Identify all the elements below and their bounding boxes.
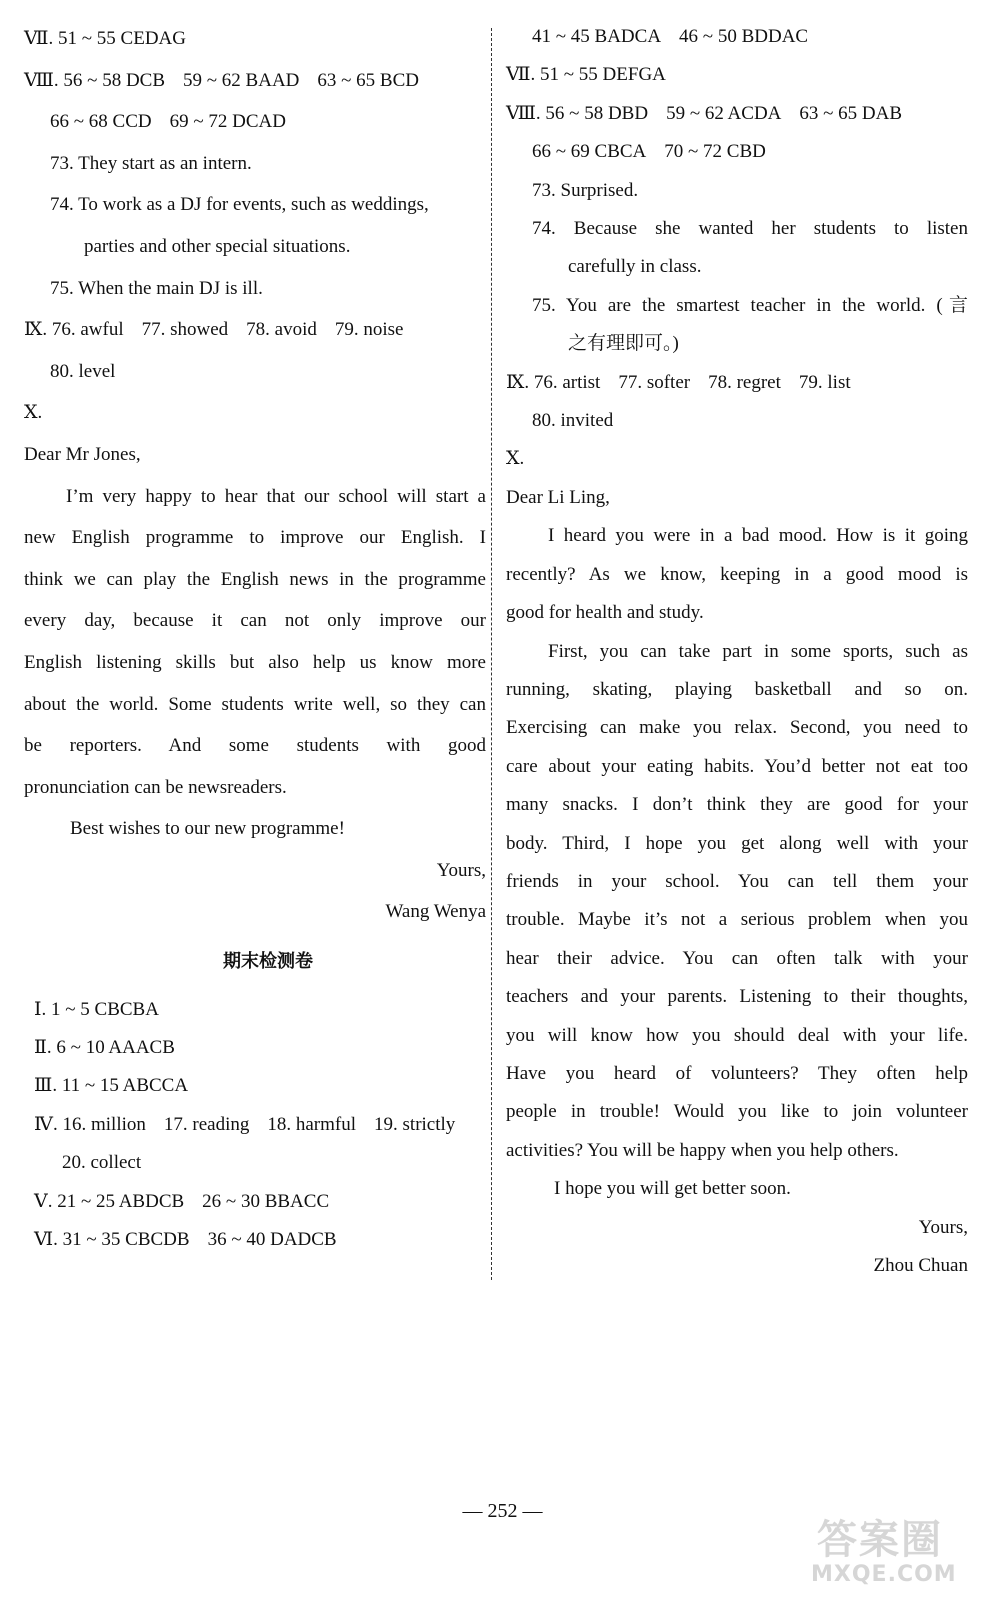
section-x-label: Ⅹ. <box>24 402 43 424</box>
letter-paragraph <box>24 476 486 809</box>
answer-line-ii: Ⅱ. 6 ~ 10 AAACB <box>34 1037 175 1059</box>
watermark-site: MXQE.COM <box>811 1562 957 1587</box>
letter-line: activities? You will be happy when you help others. <box>506 1139 899 1161</box>
answer-75: 75. When the main DJ is ill. <box>50 277 263 299</box>
answer-80: 80. level <box>50 360 116 382</box>
letter-line: good for health and study. <box>506 602 704 624</box>
letter-final-wish: I hope you will get better soon. <box>554 1178 791 1200</box>
answer-line-viii: Ⅷ. 56 ~ 58 DBD 59 ~ 62 ACDA 63 ~ 65 DAB <box>506 102 903 124</box>
answer-74: 74. To work as a DJ for events, such as weddings, <box>50 194 429 216</box>
letter-line: teachers and your parents. Listening to their thoughts, <box>506 986 968 1008</box>
letter-line: I’m very happy to hear that our school will start a <box>66 485 486 507</box>
answer-line-iii: Ⅲ. 11 ~ 15 ABCCA <box>34 1075 189 1097</box>
answer-line-ix: Ⅸ. 76. awful 77. showed 78. avoid 79. noise <box>24 319 404 341</box>
answer-line-vi: Ⅵ. 31 ~ 35 CBCDB 36 ~ 40 DADCB <box>34 1229 337 1251</box>
letter-line: care about your eating habits. You’d better not eat too <box>506 755 968 777</box>
answer-73: 73. Surprised. <box>532 179 639 201</box>
letter-line: about the world. Some students write well, so they can <box>24 693 486 715</box>
answer-line-iv: Ⅳ. 16. million 17. reading 18. harmful 19. strictly <box>34 1113 456 1135</box>
answer-line-viii: Ⅷ. 56 ~ 58 DCB 59 ~ 62 BAAD 63 ~ 65 BCD <box>24 69 420 91</box>
answer-80: 80. invited <box>532 410 614 432</box>
letter-line: be reporters. And some students with good <box>24 735 486 757</box>
column-divider <box>491 28 492 1280</box>
answer-line-ix: Ⅸ. 76. artist 77. softer 78. regret 79. list <box>506 371 851 393</box>
answer-line-viii-cont: 66 ~ 69 CBCA 70 ~ 72 CBD <box>532 141 766 163</box>
letter-line: Exercising can make you relax. Second, you need to <box>506 717 968 739</box>
answer-74-cont: carefully in class. <box>568 256 702 278</box>
left-column <box>24 18 486 1260</box>
watermark-logo <box>805 1508 975 1592</box>
letter-line: every day, because it can not only improve our <box>24 610 486 632</box>
letter-line: Have you heard of volunteers? They often help <box>506 1062 968 1084</box>
letter-line: hear their advice. You can often talk with your <box>506 947 968 969</box>
letter-closing: Yours, <box>436 859 486 881</box>
answer-line-i: Ⅰ. 1 ~ 5 CBCBA <box>34 998 159 1020</box>
letter-line: body. Third, I hope you get along well with your <box>506 832 968 854</box>
answer-73: 73. They start as an intern. <box>50 152 252 174</box>
letter-line: friends in your school. You can tell them your <box>506 870 968 892</box>
answer-20: 20. collect <box>62 1152 142 1174</box>
watermark-logo-text: 答案圈 <box>817 1517 943 1563</box>
answer-75-cont: 之有理即可。) <box>568 333 679 355</box>
answer-line-vii: Ⅶ. 51 ~ 55 DEFGA <box>506 64 666 86</box>
answer-74-cont: parties and other special situations. <box>84 235 351 257</box>
answer-line-41-50: 41 ~ 45 BADCA 46 ~ 50 BDDAC <box>532 26 809 47</box>
letter-paragraph <box>506 517 968 632</box>
page-number: — 252 — <box>462 1500 543 1522</box>
right-column <box>506 18 968 1285</box>
letter-line: First, you can take part in some sports, such as <box>548 640 968 662</box>
letter-line: running, skating, playing basketball and so on. <box>506 678 968 700</box>
letter-signature: Wang Wenya <box>385 901 486 923</box>
final-exam-title: 期末检测卷 <box>223 951 313 973</box>
letter-wishes: Best wishes to our new programme! <box>70 818 345 840</box>
letter-line: people in trouble! Would you like to join volunteer <box>506 1101 968 1123</box>
answer-line-vii: Ⅶ. 51 ~ 55 CEDAG <box>24 28 186 49</box>
section-x-label: Ⅹ. <box>506 448 525 470</box>
answer-line-viii-cont: 66 ~ 68 CCD 69 ~ 72 DCAD <box>50 111 286 133</box>
letter-line: new English programme to improve our English. I <box>24 527 486 549</box>
letter-closing: Yours, <box>918 1216 968 1238</box>
letter-signature: Zhou Chuan <box>873 1255 968 1276</box>
answer-line-v: Ⅴ. 21 ~ 25 ABDCB 26 ~ 30 BBACC <box>34 1190 330 1212</box>
letter-line: trouble. Maybe it’s not a serious problem when you <box>506 909 968 931</box>
answer-74: 74. Because she wanted her students to listen <box>532 218 968 240</box>
letter-line: English listening skills but also help us know more <box>24 651 486 673</box>
letter-line: pronunciation can be newsreaders. <box>24 776 287 798</box>
answer-75: 75. You are the smartest teacher in the world. (言 <box>532 294 968 316</box>
letter-paragraph <box>506 633 968 1171</box>
letter-greeting: Dear Li Ling, <box>506 486 610 508</box>
letter-greeting: Dear Mr Jones, <box>24 443 141 465</box>
letter-line: think we can play the English news in the programme <box>24 568 486 590</box>
letter-line: I heard you were in a bad mood. How is it going <box>548 525 968 547</box>
letter-line: recently? As we know, keeping in a good mood is <box>506 563 968 585</box>
letter-line: you will know how you should deal with your life. <box>506 1024 968 1046</box>
letter-line: many snacks. I don’t think they are good for your <box>506 794 968 816</box>
